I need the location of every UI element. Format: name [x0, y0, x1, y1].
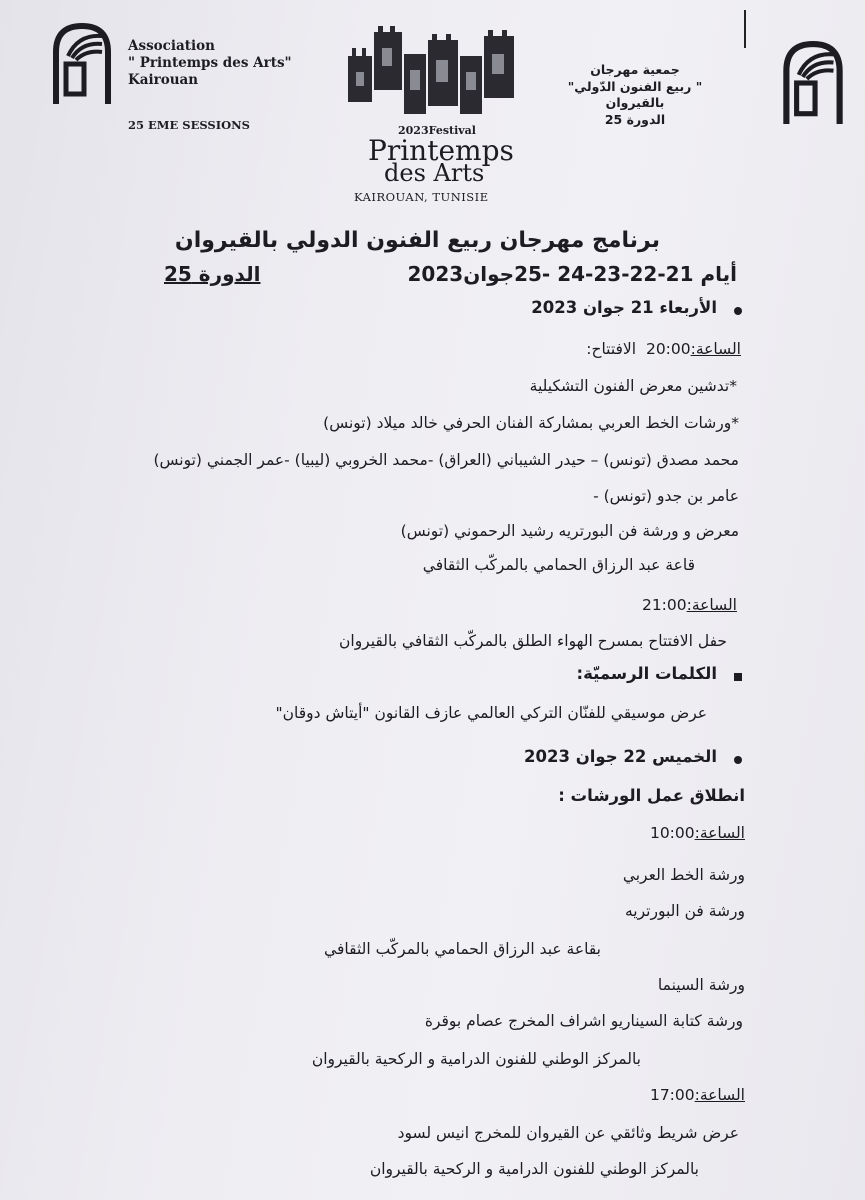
program-line: *تدشين معرض الفنون التشكيلية — [529, 377, 737, 395]
time-slot-2: الساعة:21:00 — [641, 596, 737, 614]
association-logo-icon — [52, 22, 112, 106]
day1-heading: الأربعاء 21 جوان 2023 — [531, 298, 717, 317]
association-name-fr: Association " Printemps des Arts" Kairouan — [128, 38, 292, 88]
festival-name-line2: des Arts — [384, 159, 485, 187]
program-title: برنامج مهرجان ربيع الفنون الدولي بالقيروان — [174, 228, 660, 253]
program-line: عرض شريط وثائقي عن القيروان للمخرج انيس لسود — [397, 1124, 739, 1142]
time-slot-3: الساعة:10:00 — [649, 824, 745, 842]
program-line: ورشة السينما — [657, 976, 745, 994]
festival-year: 2023Festival — [398, 124, 476, 137]
speeches-heading: الكلمات الرسميّة: — [576, 664, 717, 683]
program-dates: أيام 21-22-23-24 -25جوان2023 — [407, 262, 737, 286]
sessions-label: 25 EME SESSIONS — [128, 118, 250, 132]
association-logo-right-icon — [782, 40, 844, 126]
festival-place: KAIROUAN, TUNISIE — [354, 190, 489, 204]
margin-mark — [744, 10, 746, 48]
session-number: الدورة 25 — [164, 262, 261, 286]
bullet-icon — [734, 307, 742, 315]
program-line: بالمركز الوطني للفنون الدرامية و الركحية بالقيروان — [369, 1160, 699, 1178]
program-line: عرض موسيقي للفنّان التركي العالمي عازف القانون "أيتاش دوقان" — [275, 704, 707, 722]
program-line: *ورشات الخط العربي بمشاركة الفنان الحرفي خالد ميلاد (تونس) — [323, 414, 739, 432]
bullet-icon — [734, 756, 742, 764]
program-line: ورشة الخط العربي — [622, 866, 745, 884]
square-bullet-icon — [734, 673, 742, 681]
program-line: محمد مصدق (تونس) – حيدر الشيباني (العراق) -محمد الخروبي (ليبيا) -عمر الجمني (تونس) — [153, 451, 739, 469]
program-line: معرض و ورشة فن البورتريه رشيد الرحموني (تونس) — [400, 522, 739, 540]
program-line: ورشة فن البورتريه — [624, 902, 745, 920]
workshops-heading: انطلاق عمل الورشات : — [558, 786, 745, 805]
program-line: بالمركز الوطني للفنون الدرامية و الركحية بالقيروان — [311, 1050, 641, 1068]
festival-logo-icon — [348, 26, 516, 126]
day2-heading: الخميس 22 جوان 2023 — [524, 747, 717, 766]
program-line: بقاعة عبد الرزاق الحمامي بالمركّب الثقافي — [324, 940, 601, 958]
program-line: ورشة كتابة السيناريو اشراف المخرج عصام بوقرة — [424, 1012, 743, 1030]
association-name-ar: جمعية مهرجان " ربيع الفنون الدّولي" بالقيروان الدورة 25 — [567, 62, 703, 127]
program-line: عامر بن جدو (تونس) - — [593, 487, 739, 505]
program-line: قاعة عبد الرزاق الحمامي بالمركّب الثقافي — [422, 556, 695, 574]
time-slot-1: الساعة:20:00 الافتتاح: — [586, 340, 741, 358]
time-slot-4: الساعة:17:00 — [649, 1086, 745, 1104]
festival-name-line1: Printemps — [368, 134, 514, 167]
program-line: حفل الافتتاح بمسرح الهواء الطلق بالمركّب الثقافي بالقيروان — [339, 632, 727, 650]
